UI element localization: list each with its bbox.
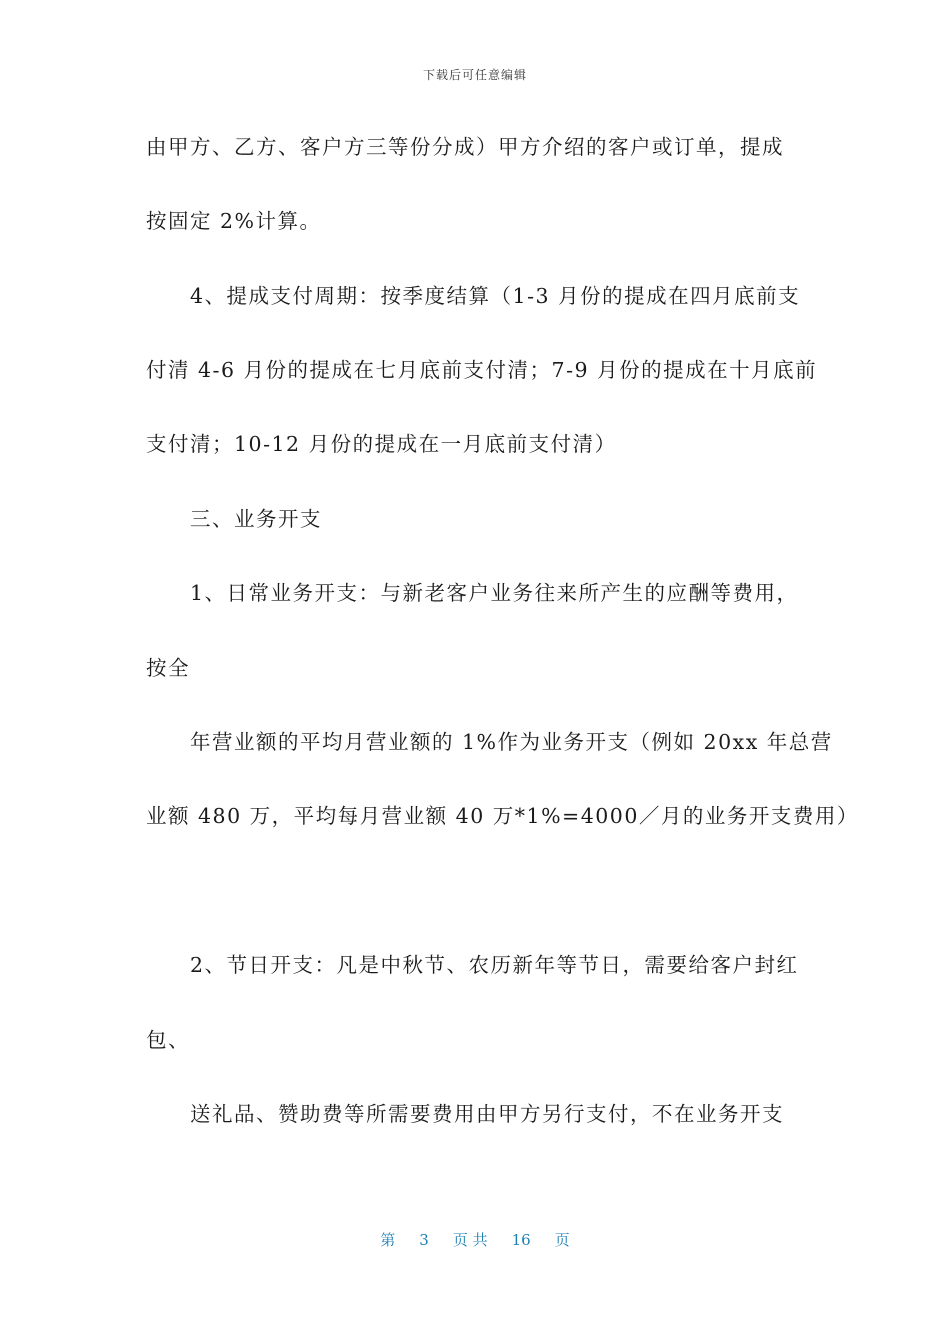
footer-suffix: 页: [554, 1231, 570, 1249]
paragraph-line: 送礼品、赞助费等所需要费用由甲方另行支付，不在业务开支: [190, 1102, 784, 1126]
paragraph-line: 4、提成支付周期：按季度结算（1-3 月份的提成在四月底前支: [190, 284, 801, 308]
section-heading: 三、业务开支: [190, 507, 322, 531]
paragraph-line: 2、节日开支：凡是中秋节、农历新年等节日，需要给客户封红: [190, 953, 799, 977]
footer-total-pages: 16: [511, 1231, 531, 1249]
paragraph-line: 付清 4-6 月份的提成在七月底前支付清；7-9 月份的提成在十月底前: [146, 358, 818, 382]
paragraph-line: 业额 480 万，平均每月营业额 40 万*1%=4000／月的业务开支费用）: [146, 804, 859, 828]
paragraph-line: 由甲方、乙方、客户方三等份分成）甲方介绍的客户或订单，提成: [146, 135, 784, 159]
paragraph-line: 1、日常业务开支：与新老客户业务往来所产生的应酬等费用，: [190, 581, 799, 605]
page-header: 下载后可任意编辑: [422, 68, 527, 82]
footer-prefix: 第: [380, 1231, 396, 1249]
paragraph-line: 年营业额的平均月营业额的 1%作为业务开支（例如 20xx 年总营: [190, 730, 833, 754]
footer-middle: 页 共: [452, 1231, 488, 1249]
footer-current-page: 3: [419, 1231, 429, 1249]
paragraph-line: 按全: [146, 656, 190, 680]
paragraph-line: 包、: [146, 1028, 190, 1052]
paragraph-line: 按固定 2%计算。: [146, 209, 322, 233]
paragraph-line: 支付清；10-12 月份的提成在一月底前支付清）: [146, 432, 617, 456]
page-footer: [0, 1229, 950, 1250]
